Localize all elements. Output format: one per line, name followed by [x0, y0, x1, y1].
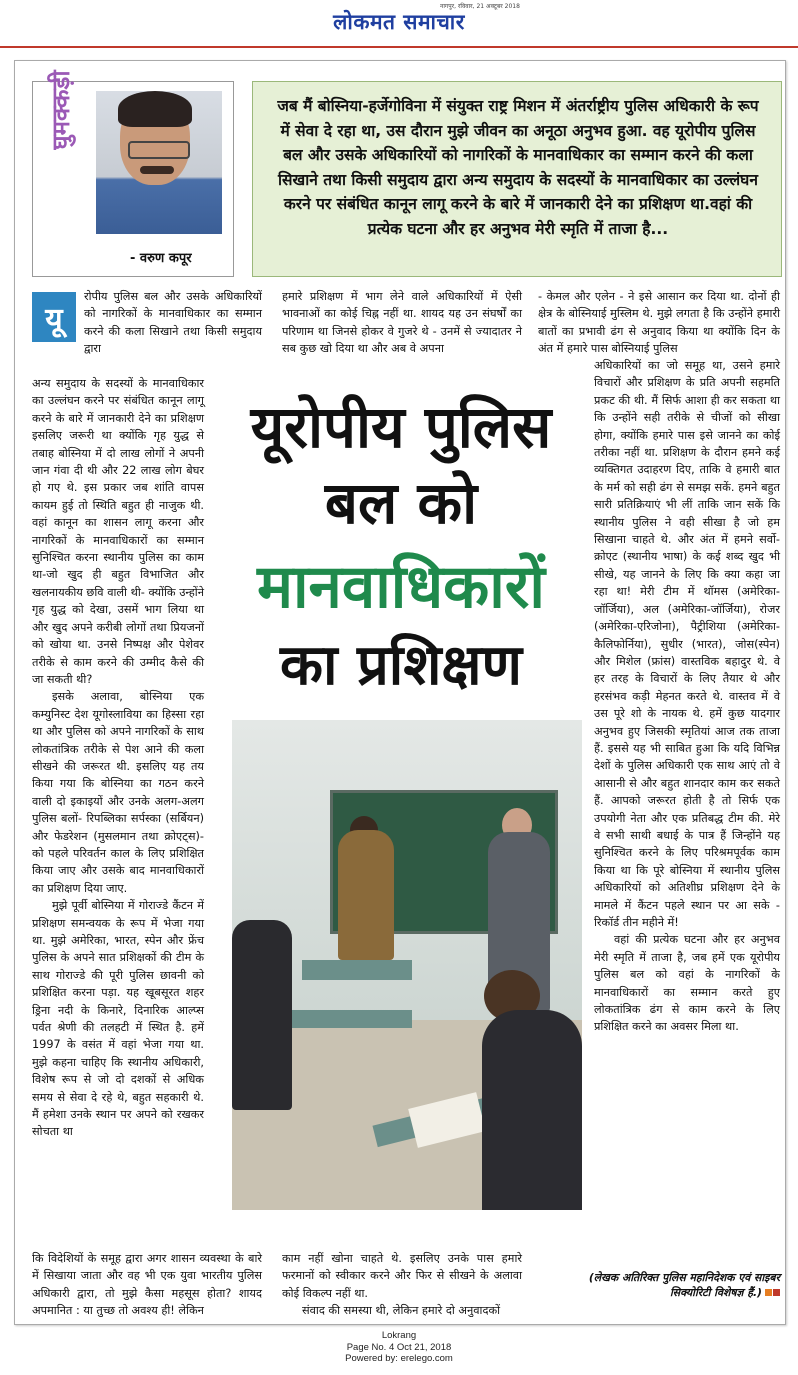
col2-bottom-text: काम नहीं खोना चाहते थे. इसलिए उनके पास हमारे फरमानों को स्वीकार करने और फिर से सीखने के अलावा कोई विकल्प नहीं था. संवाद की समस्या थी, लेकिन हमारे दो अनुवादकों: [282, 1252, 522, 1318]
headline-line4: का प्रशिक्षण: [279, 633, 523, 698]
column-tag: [40, 70, 80, 240]
dropcap: यू: [32, 292, 76, 342]
pull-quote-text: जब मैं बोस्निया-हर्जेगोविना में संयुक्त राष्ट्र मिशन में अंतर्राष्ट्रीय पुलिस अधिकारी के रूप में सेवा दे रहा था, उस दौरान मुझे जीवन का अनूठा अनुभव हुआ. वह यूरोपीय पुलिस बल और उसके अधिकारियों को नागरिकों के मानवाधिकार का सम्मान करने की कला सिखाने तथा किसी समुदाय द्वारा अन्य समुदाय के सदस्यों के मानवाधिकार का उल्लंघन करने पर संबंधित कानून लागू करने के बारे में जानकारी देने का प्रशिक्षण था.वहां की प्रत्येक घटना और हर अनुभव मेरी स्मृति में ताजा है...: [277, 97, 759, 238]
author-footnote: (लेखक अतिरिक्त पुलिस महानिदेशक एवं साइबर सिक्योरिटी विशेषज्ञ हैं.): [588, 1271, 780, 1299]
col3-body-text: अधिकारियों का जो समूह था, उसने हमारे विचारों और प्रशिक्षण के प्रति अपनी सहमति प्रकट की थी. मैं सिर्फ आशा ही कर सकता था कि उन्होंने सही तरीके से चीजों को सीखा होगा, क्योंकि हमारे पास इसे जानने का कोई तरीका नहीं था. प्रशिक्षण के दौरान हमने कई व्यक्तिगत उदाहरण दिए, ताकि वे हमारी बात के मर्म को सही ढंग से समझ सकें. हमने बहुत सारी प्रतिक्रियाएं भी लीं ताकि जान सकें कि स्थानीय पुलिस ने वही सीखा है जो हम सिखाना चाहते थे. और अंत में हमने सर्वो-क्रोएट (स्थानीय भाषा) के कई शब्द खुद भी सीखे, यह जानने के लिए कि क्या कहा जा रहा था! मेरी टीम में थॉमस (अमेरिका-जॉर्जिया), अल (अमेरिका-जॉर्जिया), रोजर (अमेरिका-एरिजोना), पैट्रीशिया (अमेरिका-कैलिफोर्निया), सुधीर (भारत), जोस(स्पेन) और मिशेल (फ्रांस) वास्तविक बहादुर थे. वे हर तरह के विचारों के लिए तैयार थे और हरसंभव कड़ी मेहनत करते थे. वास्तव में वे उस पूरे शो के नायक थे. हमें कुछ यादगार अनुभव हुए जिसकी स्मृतियां आज तक ताजा हैं. इससे यह भी साबित हुआ कि यदि विभिन्न देशों के पुलिस अधिकारी एक साथ आएं तो वे आसानी से और बहुत शानदार काम कर सकते हैं. आपको जरूरत होती है तो सिर्फ एक उपयोगी नेता और एक प्रतिबद्ध टीम की. मेरे वे सभी साथी बधाई के पात्र हैं जिन्होंने यह सुनिश्चित करने के लिए परिश्रमपूर्वक काम किया था कि पूरे बोस्निया में स्थानीय पुलिस अधिकारियों को अतिशीघ्र प्रशिक्षण देने के मामले में कैंटन पहले स्थान पर आ सके - रिकॉर्ड तीन महीने में! वहां की प्रत्येक घटना और हर अनुभव मेरी स्मृति में ताजा है, जब हमें एक यूरोपीय पुलिस बल को वहां के नागरिकों के मानवाधिकारों का सम्मान करते हुए लोकतांत्रिक ढंग से काम करने के लिए प्रशिक्षित करने का अवसर मिला था.: [594, 359, 780, 1034]
author-photo: [96, 91, 222, 234]
footer-line2: Page No. 4 Oct 21, 2018: [346, 1341, 452, 1353]
page-footer: [0, 1330, 798, 1365]
footer-line3: Powered by: erelego.com: [345, 1353, 453, 1364]
col1-bottom-text: कि विदेशियों के समूह द्वारा अगर शासन व्यवस्था के बारे में सिखाया जाता और वह भी एक युवा भारतीय पुलिस अधिकारी द्वारा, तो मुझे कैसा महसूस होता? शायद अपमानित : या तुच्छ तो अवश्य ही! लेकिन: [32, 1252, 262, 1318]
classroom-photo: [232, 720, 582, 1210]
masthead-tagline: नागपुर, रविवार, 21 अक्टूबर 2018: [440, 3, 520, 10]
masthead: [0, 0, 798, 48]
headline-line1: यूरोपीय पुलिस: [250, 393, 552, 461]
headline-line3: मानवाधिकारों: [257, 552, 545, 622]
pull-quote-box: [252, 81, 782, 277]
headline-line2: बल को: [324, 469, 478, 537]
author-name: - वरुण कपूर: [130, 251, 192, 266]
masthead-title: लोकमत समाचार: [333, 10, 465, 34]
col1-body-text: अन्य समुदाय के सदस्यों के मानवाधिकार का उल्लंघन करने पर संबंधित कानून लागू करने के बारे में जानकारी देने का प्रशिक्षण इसलिए जरूरी था क्योंकि गृह युद्ध से तबाह बोस्निया में दो लाख लोगों ने अपनी जान गंवा दी थी और 22 लाख लोग बेघर हो गए थे. इस प्रकार जब शांति वापस कायम हुई तो स्थिति बहुत ही नाजुक थी. वहां कानून का शासन लागू करना और नागरिकों के मानवाधिकारों का सम्मान सुनिश्चित करना स्थानीय पुलिस का काम था-जो खुद ही बहुत विभाजित और खलनायकीय छवि वाली थी- क्योंकि उन्होंने गृह युद्ध को देखा, उसमें भाग लिया था और खुद अपने करीबी लोगों तथा प्रियजनों को खोया था. उनसे निष्पक्ष और पेशेवर तरीके से काम करने की उम्मीद कैसे की जा सकती थी? इसके अलावा, बोस्निया एक कम्युनिस्ट देश यूगोस्लाविया का हिस्सा रहा था और पुलिस को अपने नागरिकों के साथ लोकतांत्रिक तरीके से पेश आने की कला सीखने की जरूरत थी. इसलिए यह तय किया गया कि बोस्निया का गठन करने वाली दो इकाइयों और उनके अलग-अलग पुलिस बलों- रिपब्लिका सर्पस्का (सर्बियन) और फेडरेशन (मुसलमान तथा क्रोएट्स)- को पहले परिवर्तन काल के लिए प्रशिक्षित किया जाए और उसके बाद मानवाधिकारों का प्रशिक्षण दिया जाए. मुझे पूर्वी बोस्निया में गोराज्डे कैंटन में प्रशिक्षण समन्वयक के रूप में भेजा गया था. मुझे अमेरिका, भारत, स्पेन और फ्रेंच पुलिस के अपने सात प्रशिक्षकों की टीम के साथ गोराज्डे की पूरी पुलिस छावनी को प्रशिक्षित करना पड़ा. यह खूबसूरत शहर ड्रिना नदी के किनारे, दिनारिक आल्प्स पर्वत श्रेणी की तलहटी में स्थित है. हमें 1997 के वसंत में वहां भेजा गया था. मुझे कहना चाहिए कि स्थानीय अधिकारी, विशेष रूप से जो दो दशकों से अधिक समय से सेवा दे रहे थे, बहुत सहकारी थे. मैं हमेशा उनके स्थान पर अपने को रखकर सोचता था: [32, 377, 204, 1139]
column-tag-text: घुमक्कड़ी: [46, 70, 75, 150]
col3-top-text: - केमल और एलेन - ने इसे आसान कर दिया था. दोनों ही क्षेत्र के बोस्नियाई मुस्लिम थे. मुझे लगता है कि उन्होंने हमारी बातों का प्रभावी ढंग से अनुवाद किया था क्योंकि दिन के अंत में हमारे पास बोस्नियाई पुलिस: [538, 290, 780, 356]
col1-top-text: रोपीय पुलिस बल और उसके अधिकारियों को नागरिकों के मानवाधिकार का सम्मान करने की कला सिखाने तथा किसी समुदाय द्वारा: [84, 290, 262, 356]
footer-line1: Lokrang: [381, 1330, 417, 1341]
col2-top-text: हमारे प्रशिक्षण में भाग लेने वाले अधिकारियों में ऐसी भावनाओं का कोई चिह्न नहीं था. शायद यह उन संघर्षों का परिणाम था जिनसे होकर वे गुजरे थे - उनमें से ज्यादातर ने सब कुछ खो दिया था और अब वे अपना: [282, 290, 522, 356]
